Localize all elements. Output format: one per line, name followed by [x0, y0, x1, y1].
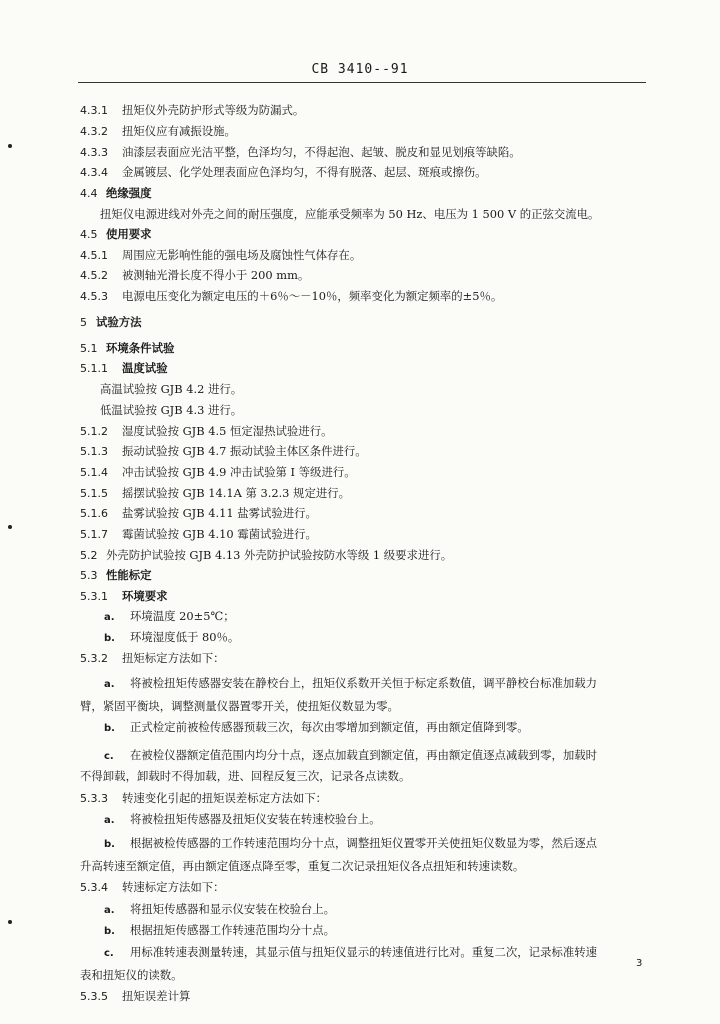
section-line: [80, 424, 650, 439]
section-text: 试验方法: [96, 315, 142, 329]
scan-mark: [8, 920, 12, 924]
section-line: [80, 103, 650, 118]
list-text: 根据扭矩传感器工作转速范围均分十点。: [130, 923, 336, 937]
section-number: 4.3.1: [80, 104, 108, 117]
section-text: 扭矩仪应有减振设施。: [122, 124, 236, 138]
section-text: 扭矩仪外壳防护形式等级为防漏式。: [122, 103, 305, 117]
section-text: 电源电压变化为额定电压的＋6％～－10％，频率变化为额定频率的±5％。: [122, 289, 503, 303]
section-line: [80, 444, 650, 459]
list-item: [104, 748, 674, 764]
section-text: 扭矩标定方法如下：: [122, 651, 225, 665]
section-text: 外壳防护试验按 GJB 4.13 外壳防护试验按防水等级 1 级要求进行。: [106, 548, 453, 562]
list-letter: a.: [104, 612, 115, 623]
section-number: 5.1.3: [80, 445, 108, 458]
section-line: [80, 589, 650, 604]
list-letter: c.: [104, 948, 114, 959]
list-item: [104, 902, 674, 918]
section-text: 湿度试验按 GJB 4.5 恒定湿热试验进行。: [122, 424, 333, 438]
list-letter: a.: [104, 905, 115, 916]
list-letter: b.: [104, 633, 115, 644]
section-number: 4.3.4: [80, 166, 108, 179]
section-line: [80, 145, 650, 160]
section-text: 使用要求: [106, 227, 152, 241]
section-text: 性能标定: [106, 568, 152, 582]
section-number: 4.5: [80, 228, 98, 241]
section-number: 5.1.4: [80, 466, 108, 479]
section-number: 4.4: [80, 187, 98, 200]
list-letter: b.: [104, 723, 115, 734]
section-number: 5.1.5: [80, 487, 108, 500]
list-item: [104, 923, 674, 939]
section-text: 绝缘强度: [106, 186, 152, 200]
section-number: 5.3: [80, 569, 98, 582]
section-text: 摇摆试验按 GJB 14.1A 第 3.2.3 规定进行。: [122, 486, 351, 500]
page-number: 3: [636, 958, 643, 969]
paragraph-line: 不得卸载，卸载时不得加载，进、回程反复三次，记录各点读数。: [80, 769, 411, 783]
list-text: 环境温度 20±5℃；: [130, 609, 235, 623]
section-line: [80, 186, 650, 201]
section-text: 金属镀层、化学处理表面应色泽均匀，不得有脱落、起层、斑痕或擦伤。: [122, 165, 487, 179]
section-number: 5.1.1: [80, 362, 108, 375]
section-line: [80, 248, 650, 263]
section-text: 环境要求: [122, 589, 168, 603]
list-letter: a.: [104, 679, 115, 690]
scan-mark: [8, 144, 12, 148]
section-text: 冲击试验按 GJB 4.9 冲击试验第 I 等级进行。: [122, 465, 356, 479]
paragraph-line: 扭矩仪电源进线对外壳之间的耐压强度，应能承受频率为 50 Hz、电压为 1 500 V 的正弦交流电。: [100, 207, 600, 221]
section-text: 油漆层表面应光洁平整，色泽均匀，不得起泡、起皱、脱皮和显见划痕等缺陷。: [122, 145, 521, 159]
section-line: [80, 880, 650, 895]
section-text: 环境条件试验: [106, 341, 175, 355]
sub-line: 高温试验按 GJB 4.2 进行。: [100, 382, 243, 396]
section-number: 5.3.2: [80, 652, 108, 665]
section-line: [80, 341, 650, 356]
list-item: [104, 945, 674, 961]
list-text: 将扭矩传感器和显示仪安装在校验台上。: [130, 902, 336, 916]
section-text: 转速标定方法如下：: [122, 880, 225, 894]
list-item: [104, 836, 674, 852]
list-text: 正式检定前被检传感器预载三次，每次由零增加到额定值，再由额定值降到零。: [130, 720, 529, 734]
list-text: 在被检仪器额定值范围内均分十点，逐点加载直到额定值，再由额定值逐点减载到零，加载时: [130, 748, 598, 762]
list-letter: b.: [104, 839, 115, 850]
list-item: [104, 630, 674, 646]
section-number: 5.1.7: [80, 528, 108, 541]
section-line: [80, 486, 650, 501]
scan-mark: [8, 525, 12, 529]
section-number: 5.1.2: [80, 425, 108, 438]
list-text: 将被检扭矩传感器及扭矩仪安装在转速校验台上。: [130, 812, 381, 826]
section-text: 盐雾试验按 GJB 4.11 盐雾试验进行。: [122, 506, 317, 520]
list-letter: a.: [104, 815, 115, 826]
section-text: 温度试验: [122, 361, 168, 375]
section-line: [80, 124, 650, 139]
section-number: 4.3.2: [80, 125, 108, 138]
section-number: 5.3.3: [80, 792, 108, 805]
section-line: [80, 465, 650, 480]
section-number: 5: [80, 316, 87, 329]
section-number: 4.5.1: [80, 249, 108, 262]
section-line: [80, 361, 650, 376]
sub-line: 低温试验按 GJB 4.3 进行。: [100, 403, 243, 417]
header-rule: [78, 82, 646, 83]
section-line: [80, 989, 650, 1004]
section-number: 4.3.3: [80, 146, 108, 159]
section-number: 5.1: [80, 342, 98, 355]
list-item: [104, 609, 674, 625]
section-line: [80, 791, 650, 806]
section-line: [80, 315, 650, 330]
paragraph-line: 臂，紧固平衡块，调整测量仪器置零开关，使扭矩仪数显为零。: [80, 699, 399, 713]
page-header: CB 3410--91: [311, 62, 409, 77]
section-line: [80, 227, 650, 242]
section-number: 5.1.6: [80, 507, 108, 520]
section-line: [80, 289, 650, 304]
paragraph-line: 表和扭矩仪的读数。: [80, 968, 183, 982]
section-text: 振动试验按 GJB 4.7 振动试验主体区条件进行。: [122, 444, 367, 458]
list-letter: c.: [104, 751, 114, 762]
section-line: [80, 651, 650, 666]
section-line: [80, 568, 650, 583]
list-item: [104, 676, 674, 692]
section-text: 周围应无影响性能的强电场及腐蚀性气体存在。: [122, 248, 362, 262]
list-text: 环境湿度低于 80％。: [130, 630, 240, 644]
section-line: [80, 506, 650, 521]
section-line: [80, 268, 650, 283]
list-text: 将被检扭矩传感器安装在静校台上，扭矩仪系数开关恒于标定系数值，调平静校台标准加载力: [130, 676, 598, 690]
section-number: 4.5.3: [80, 290, 108, 303]
section-number: 5.3.1: [80, 590, 108, 603]
section-line: [80, 165, 650, 180]
list-text: 用标准转速表测量转速，其显示值与扭矩仪显示的转速值进行比对。重复二次，记录标准转速: [130, 945, 598, 959]
section-text: 被测轴光滑长度不得小于 200 mm。: [122, 268, 310, 282]
list-item: [104, 720, 674, 736]
section-number: 5.2: [80, 549, 98, 562]
paragraph-line: 升高转速至额定值，再由额定值逐点降至零，重复二次记录扭矩仪各点扭矩和转速读数。: [80, 859, 525, 873]
list-letter: b.: [104, 926, 115, 937]
section-text: 转速变化引起的扭矩误差标定方法如下：: [122, 791, 328, 805]
section-line: [80, 527, 650, 542]
section-text: 霉菌试验按 GJB 4.10 霉菌试验进行。: [122, 527, 317, 541]
section-line: [80, 548, 650, 563]
list-text: 根据被检传感器的工作转速范围均分十点，调整扭矩仪置零开关使扭矩仪数显为零，然后逐点: [130, 836, 598, 850]
section-number: 5.3.4: [80, 881, 108, 894]
section-text: 扭矩误差计算: [122, 989, 191, 1003]
section-number: 4.5.2: [80, 269, 108, 282]
section-number: 5.3.5: [80, 990, 108, 1003]
list-item: [104, 812, 674, 828]
